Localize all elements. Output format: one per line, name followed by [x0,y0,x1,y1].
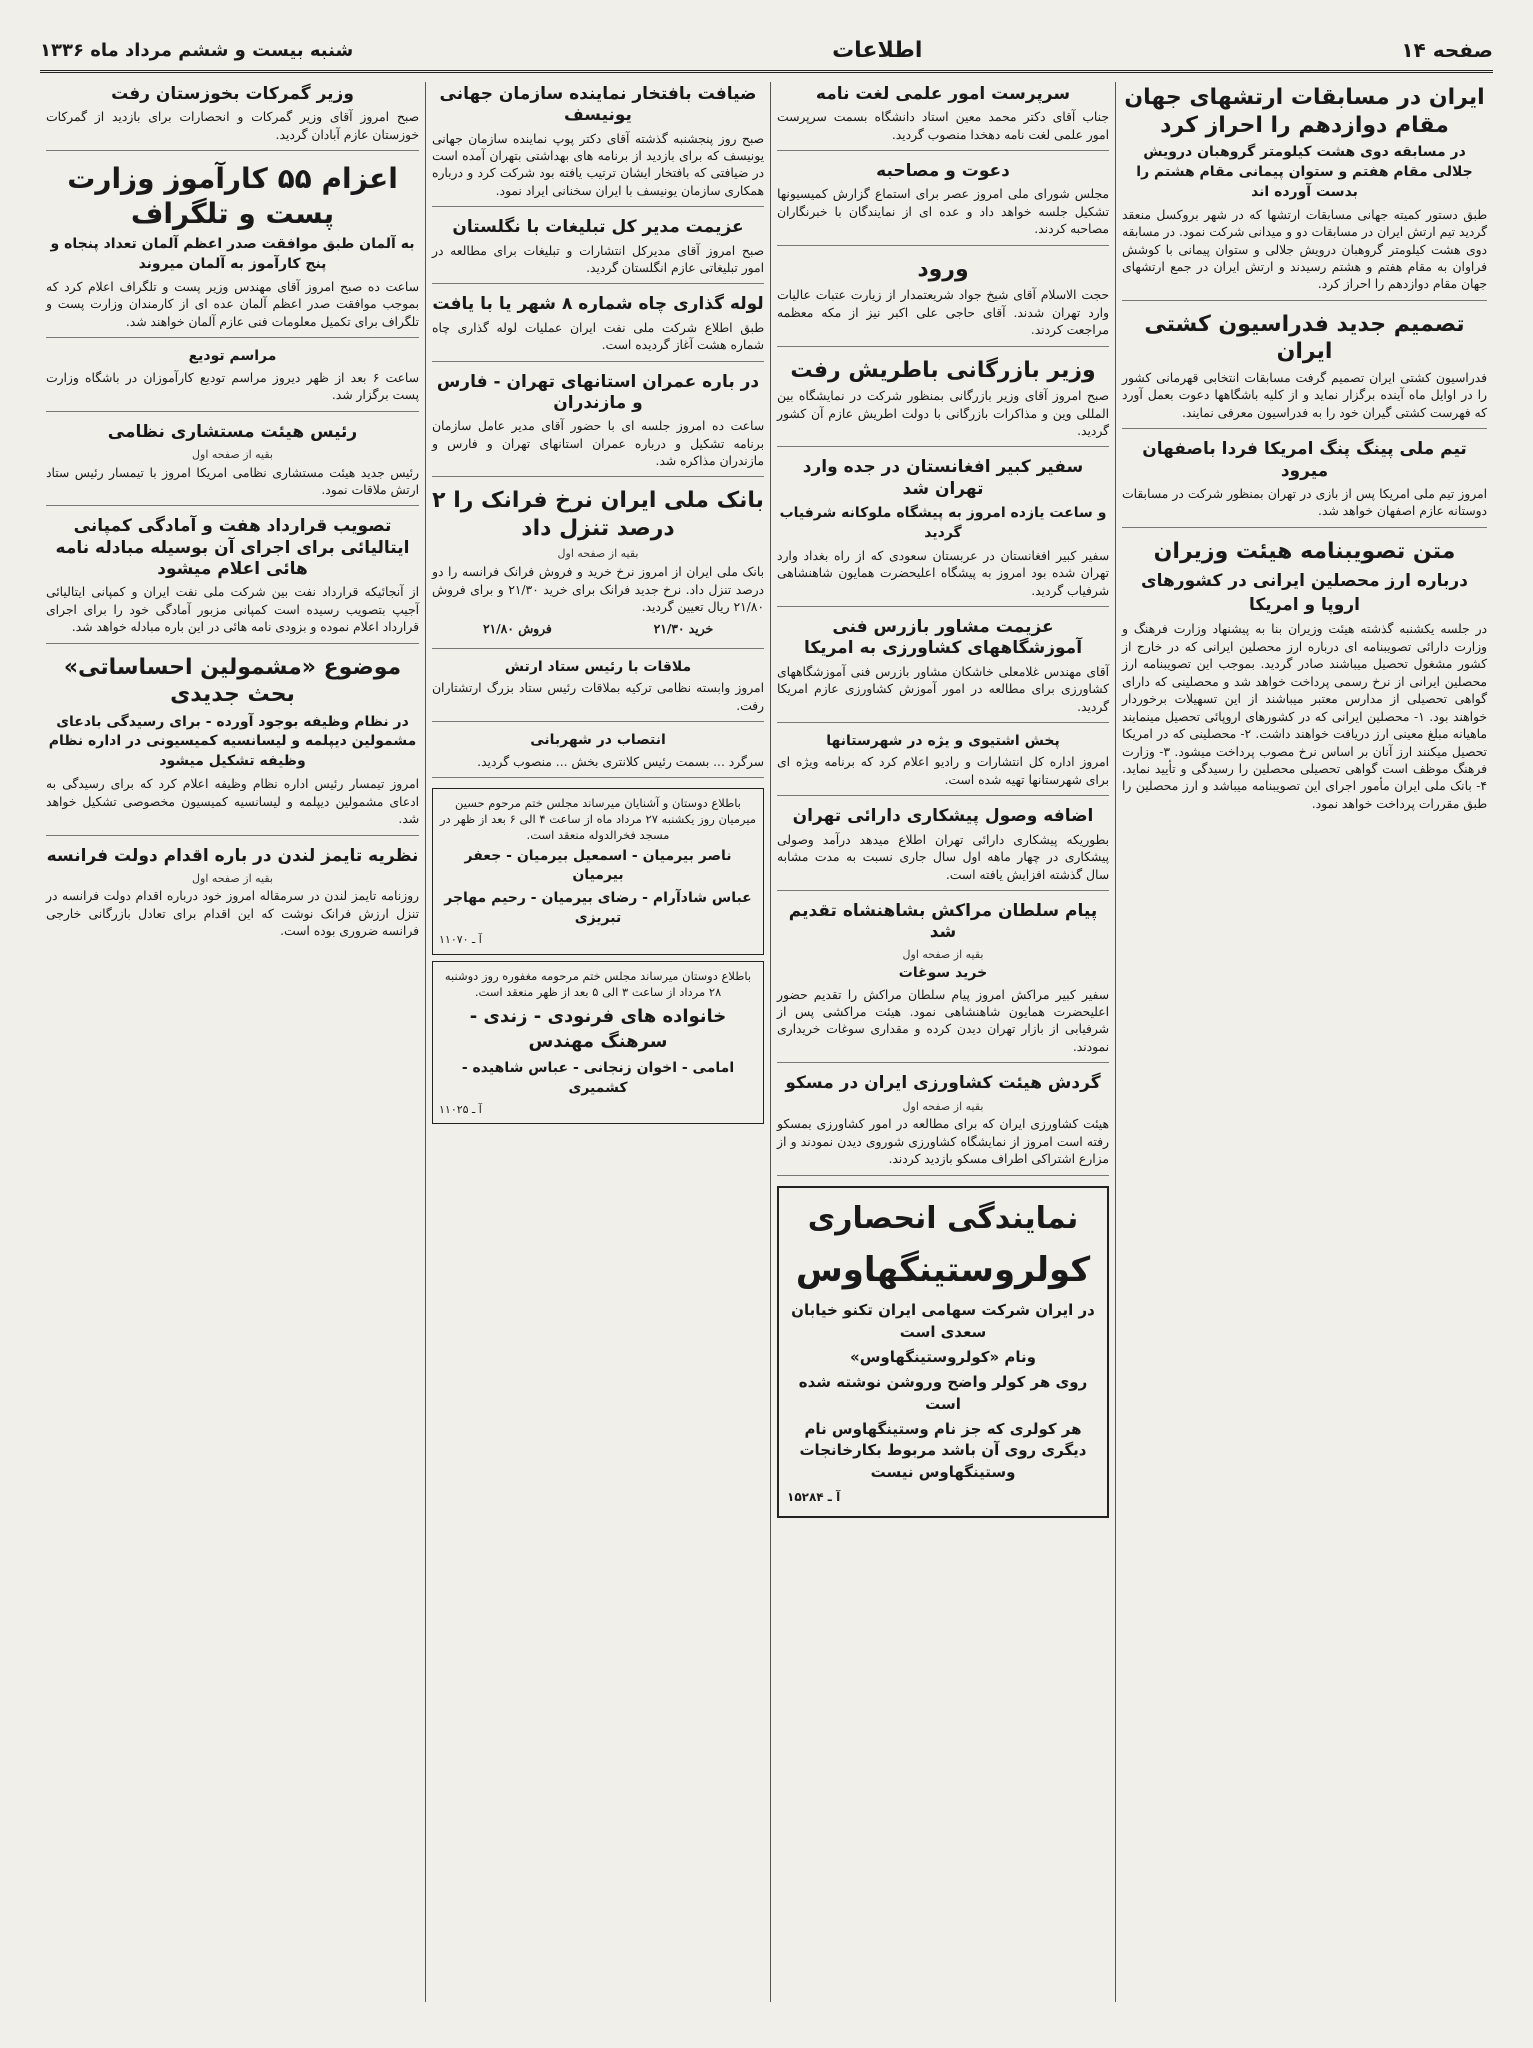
headline: متن تصویبنامه هیئت وزیران [1153,538,1456,564]
headline: وزیر بازرگانی باطریش رفت [790,357,1096,383]
newspaper-name: اطلاعات [832,37,923,63]
notice-names: عباس شادآرام - رضای بیرمیان - رحیم مهاجر تبریزی [444,890,752,927]
article-military-mission [46,422,419,507]
headline: پخش اشتیوی و یژه در شهرستانها [826,732,1060,749]
deck: به آلمان طبق موافقت صدر اعظم آلمان تعداد پنجاه و پنج کارآموز به آلمان میروند [50,236,415,273]
headline: ملاقات با رئیس ستاد ارتش [504,658,692,675]
body: فدراسیون کشتی ایران تصمیم گرفت مسابقات انتخابی قهرمانی کشور را در اوایل ماه آینده برگزار نماید و از کلیه باشگاهها دعوت بعمل آورد که فهرست کشتی گیران خود را به فدراسیون معرفی نمایند. [1122,370,1487,420]
body: آقای مهندس غلامعلی خاشکان مشاور بازرس فنی آموزشگاههای کشاورزی برای مطالعه در امور آموزش کشاورزی عازم امریکا گردید. [777,664,1109,714]
article-franc-rate [432,487,764,648]
headline: رئیس هیئت مستشاری نظامی [107,421,358,442]
headline: وزیر گمرکات بخوزستان رفت [111,84,354,104]
headline: سرپرست امور علمی لغت نامه [815,84,1071,104]
headline: در باره عمران استانهای تهران - فارس و مازندران [436,371,760,413]
continuation-note: بقیه از صفحه اول [902,948,984,962]
article-agri-inspector [777,617,1109,723]
ad-line: ونام «کولروستینگهاوس» [850,1348,1036,1367]
body: امروز تیمسار رئیس اداره نظام وظیفه اعلام کرد که برای رسیدگی به ادعای مشمولین دیپلمه و لیسانسیه کمیسیون مخصوصی تشکیل خواهد شد. [46,777,419,827]
article-provinces [432,372,764,478]
article-dehkhoda [777,84,1109,151]
continuation-note: بقیه از صفحه اول [557,547,639,561]
headline: مراسم تودیع [188,348,277,365]
body: صبح امروز آقای وزیر بازرگانی بمنظور شرکت در نمایشگاه بین المللی وین و مذاکرات بازرگانی با دولت اطریش عازم آن کشور گردید. [777,389,1109,439]
body: امروز اداره کل انتشارات و رادیو اعلام کرد که برنامه ویژه ای برای شهرستانها تهیه شده است. [777,755,1109,787]
headline: اضافه وصول پیشکاری دارائی تهران [792,806,1094,827]
body: ساعت ده امروز جلسه ای با حضور آقای مدیر عامل سازمان برنامه تشکیل و درباره عمران استانهای تهران و فارس و مازندران مذاکره شد. [432,419,764,469]
notice-code: آ ـ ۱۱۰۲۵ [439,1102,482,1116]
notice-title: خانواده های فرنودی - زندی - سرهنگ مهندس [469,1005,727,1053]
headline: اعزام ۵۵ کارآموز وزارت پست و تلگراف [67,162,398,231]
masthead [40,30,1493,73]
article-broadcast [777,733,1109,796]
continuation-note: بقیه از صفحه اول [902,1099,984,1113]
headline: عزیمت مدیر کل تبلیغات با نگلستان [452,217,744,238]
article-arrival [777,256,1109,347]
article-commerce-minister [777,357,1109,448]
article-army-chief-meeting [432,659,764,722]
body: سفیر کبیر مراکش امروز پیام سلطان مراکش را تقدیم حضور اعلیحضرت همایون شاهنشاهی نمود. هیئت مراکشی پس از شرفیابی از بازار تهران دیدن کرده و مقداری سوغات خریداری نمودند. [777,987,1109,1054]
column-2 [771,82,1115,2002]
notice-code: آ ـ ۱۱۰۷۰ [439,933,482,947]
deck: درباره ارز محصلین ایرانی در کشورهای اروپا و امریکا [1141,571,1468,616]
body: ساعت ۶ بعد از ظهر دیروز مراسم تودیع کارآموزان در باشگاه وزارت پست برگزار شد. [46,370,419,403]
headline: سفیر کبیر افغانستان در جده وارد تهران شد [802,457,1084,499]
article-invitation [777,161,1109,246]
deck: در نظام وظیفه بوجود آورده - برای رسیدگی بادعای مشمولین دیپلمه و لیسانسیه کمیسیونی در اداره نظام وظیفه تشکیل میشود [48,713,417,770]
headline: نظریه تایمز لندن در باره اقدام دولت فرانسه [46,845,419,866]
page-number: صفحه ۱۴ [1401,38,1493,62]
issue-date: شنبه بیست و ششم مرداد ماه ۱۳۳۶ [40,39,354,61]
article-police-appointment [432,732,764,778]
article-unicef [432,84,764,207]
headline: ورود [917,256,969,282]
obituary-notice [432,788,764,954]
article-army-competition [1122,84,1487,301]
headline: تصویب قرارداد هفت و آمادگی کمپانی ایتالیائی برای اجرای آن بوسیله مبادله نامه هائی اعلام میشود [55,516,410,579]
article-afghan-ambassador [777,457,1109,607]
article-italian-oil [46,516,419,643]
obituary-notice [432,961,764,1125]
body: مجلس شورای ملی امروز عصر برای استماع گزارش کمیسیونها تشکیل جلسه خواهد داد و عده ای از نمایندگان با خبرنگاران مصاحبه کردند. [777,187,1109,237]
continuation-note: بقیه از صفحه اول [192,447,273,461]
headline: لوله گذاری چاه شماره ۸ شهر یا با یافت [432,294,764,315]
westinghouse-ad [777,1186,1109,1518]
ad-title: نمایندگی انحصاری [807,1200,1079,1236]
ad-line: روی هر کولر واضح وروشن نوشته شده است [798,1373,1088,1413]
body: روزنامه تایمز لندن در سرمقاله امروز خود درباره اقدام دولت فرانسه در تنزل ارزش فرانک نوشت که این اقدام برای تعادل بازرگانی خارجی فرانسه ضروری بوده است. [46,889,419,939]
column-3 [426,82,770,2002]
article-moscow-agri [777,1073,1109,1175]
article-tax-collection [777,806,1109,891]
article-conscripts [46,654,419,836]
body: ساعت ده صبح امروز آقای مهندس وزیر پست و تلگراف اعلام کرد که بموجب موافقت صدر اعظم آلمان عده ای از کارمندان وزارت پست و تلگراف برای تکمیل معلومات فنی عازم آلمان خواهند شد. [46,279,419,329]
ad-line: هر کولری که جز نام وستینگهاوس نام دیگری روی آن باشد مربوط بکارخانجات وستینگهاوس نیست [799,1419,1087,1481]
body: بانک ملی ایران از امروز نرخ خرید و فروش فرانک فرانسه را دو درصد تنزل داد. نرخ جدید فرانک برای خرید ۲۱/۳۰ و برای فروش ۲۱/۸۰ ریال تعیین گردید. [432,565,765,614]
body: هیئت کشاورزی ایران که برای مطالعه در امور کشاورزی بمسکو رفته است امروز از نمایشگاه کشاورزی شوروی دیدن نمودند و از مزارع اشتراکی اطراف مسکو بازدید کردند. [777,1117,1109,1167]
headline: عزیمت مشاور بازرس فنی آموزشگاههای کشاورزی به امریکا [803,617,1083,659]
body: حجت الاسلام آقای شیخ جواد شریعتمدار از زیارت عتبات عالیات وارد تهران شدند. آقای حاجی علی اکبر نیز از مکه معظمه مراجعت کردند. [777,288,1109,338]
article-times-france [46,846,419,947]
headline: انتصاب در شهربانی [530,732,666,749]
article-wrestling-federation [1122,311,1487,429]
continuation-note: بقیه از صفحه اول [192,871,273,885]
notice-names: ناصر بیرمیان - اسمعیل بیرمیان - جعفر بیرمیان [464,847,732,884]
body: صبح امروز آقای مدیرکل انتشارات و تبلیغات برای مطالعه در امور تبلیغاتی عازم انگلستان گردید. [432,243,764,276]
headline: بانک ملی ایران نرخ فرانک را ۲ درصد تنزل داد [432,488,764,541]
headline: تیم ملی پینگ پنگ امریکا فردا باصفهان میرود [1142,439,1467,481]
body: در جلسه یکشنبه گذشته هیئت وزیران بنا به پیشنهاد وزارت فرهنگ و وزارت دارائی تصویبنامه ای درباره ارز محصلین ایرانی که در خارج از کشور مشغول تحصیل میباشند صادر گردید. بموجب این تصویبنامه ارز محصلین ایرانی از نرخ رسمی پرداخت خواهد شد و محصلینی که دارای گواهی تحصیلی از مدارس معتبر میباشند از این تسهیلات برخوردار خواهند بود. ۱- محصلین ایرانی که در کشورهای اروپائی تحصیل مینمایند ماهیانه مبلغ معینی ارز دریافت خواهند داشت. ۲- محصلینی که در امریکا تحصیل میکنند ارز آنان بر اساس نرخ مصوب پرداخت میشود. ۳- وزارت فرهنگ موظف است گواهی تحصیلی محصلین را رسیدگی و تأیید نماید. ۴- بانک ملی ایران مأمور اجرای این تصویبنامه میباشد و ارز محصلین را طبق مقررات پرداخت خواهد نمود. [1122,622,1488,811]
headline: دعوت و مصاحبه [876,161,1010,182]
notice-text: باطلاع دوستان میرساند مجلس ختم مرحومه مغفوره روز دوشنبه ۲۸ مرداد از ساعت ۳ الی ۵ بعد از ظهر منعقد است. [444,968,752,999]
rate-table [432,620,764,637]
body: طبق دستور کمیته جهانی مسابقات ارتشها که در شهر بروکسل منعقد گردید تیم ارتش ایران در مسابقات دو و میدانی شرکت نمود. در مسابقه دوی هشت کیلومتر گروهبان درویش جلالی و ستوان پیمانی با کوشش فراوان به مقام هفتم و هشتم رسیدند و ارتش ایران در جمع ارتشهای جهان مقام دوازدهم را احراز کرد. [1122,207,1487,292]
article-cabinet-decree [1122,538,1487,820]
buy-rate: خرید ۲۱/۳۰ [653,621,714,637]
article-well-piping [432,294,764,361]
body: سفیر کبیر افغانستان در عربستان سعودی که از راه بغداد وارد تهران شده بود امروز به پیشگاه اعلیحضرت همایون شاهنشاهی شرفیاب گردید. [777,548,1109,598]
subheadline: خرید سوغات [898,965,988,982]
deck: و ساعت یازده امروز به پیشگاه ملوکانه شرفیاب گردید [779,504,1107,541]
column-4 [40,82,425,2002]
article-pingpong [1122,439,1487,527]
headline: پیام سلطان مراکش بشاهنشاه تقدیم شد [788,900,1098,943]
ad-brand: کولروستینگهاوس [795,1250,1091,1291]
article-post-trainees [46,161,419,338]
body: بطوریکه پیشکاری دارائی تهران اطلاع میدهد درآمد وصولی پیشکاری در چهار ماهه اول سال جاری نسبت به مدت مشابه سال گذشته افزایش یافته است. [777,832,1109,882]
article-morocco-message [777,901,1109,1063]
body: صبح امروز آقای وزیر گمرکات و انحصارات برای بازدید از گمرکات خوزستان عازم آبادان گردید. [46,110,419,142]
article-farewell [46,348,419,411]
body: رئیس جدید هیئت مستشاری نظامی امریکا امروز با تیمسار رئیس ستاد ارتش ملاقات نمود. [46,465,419,497]
headline: موضوع «مشمولین احساساتی» بحث جدیدی [63,654,402,708]
notice-names: امامی - اخوان زنجانی - عباس شاهیده - کشمیری [461,1059,735,1096]
headline: گردش هیئت کشاورزی ایران در مسکو [785,1073,1101,1094]
body: صبح روز پنجشنبه گذشته آقای دکتر پوپ نماینده سازمان جهانی یونیسف که برای بازدید از برنامه های بهداشتی بتهران آمده است در ضیافتی که بافتخار ایشان ترتیب یافته بود شرکت کرد و درباره همکاری سازمان یونیسف با ایران سخنانی ایراد نمود. [432,131,764,198]
body: طبق اطلاع شرکت ملی نفت ایران عملیات لوله گذاری چاه شماره هشت آغاز گردیده است. [432,320,764,353]
article-propaganda-director [432,217,764,284]
body: جناب آقای دکتر محمد معین استاد دانشگاه بسمت سرپرست امور علمی لغت نامه دهخدا منصوب گردید. [777,110,1109,142]
body: از آنجائیکه قرارداد نفت بین شرکت ملی نفت ایران و کمپانی ایتالیائی آجیپ بتصویب رسیده است کمپانی مزبور آمادگی خود را برای اجرای قرارداد اعلام نموده و بزودی نامه هائی در این باره مبادله خواهد شد. [46,585,419,635]
sell-rate: فروش ۲۱/۸۰ [482,621,552,637]
body: سرگرد ... بسمت رئیس کلانتری بخش ... منصوب گردید. [477,754,764,769]
headline: ایران در مسابقات ارتشهای جهان مقام دوازدهم را احراز کرد [1124,85,1485,138]
headline: ضیافت بافتخار نماینده سازمان جهانی یونیسف [439,84,757,126]
ad-line: در ایران شرکت سهامی ایران تکنو خیابان سعدی است [791,1301,1095,1341]
notice-text: باطلاع دوستان و آشنایان میرساند مجلس ختم مرحوم حسین میرمیان روز یکشنبه ۲۷ مرداد ماه از ساعت ۴ الی ۶ بعد از ظهر در مسجد فخرالدوله منعقد است. [439,796,757,843]
ad-code: آ ـ ۱۵۲۸۴ [787,1489,841,1504]
article-customs-minister [46,84,419,151]
body: امروز وابسته نظامی ترکیه بملاقات رئیس ستاد بزرگ ارتشتاران رفت. [432,681,764,713]
body: امروز تیم ملی امریکا پس از بازی در تهران بمنظور شرکت در مسابقات دوستانه عازم اصفهان خواهد شد. [1122,486,1487,519]
column-1 [1116,82,1493,2002]
deck: در مسابقه دوی هشت کیلومتر گروهبان درویش جلالی مقام هفتم و ستوان پیمانی مقام هشتم را بدست آورده اند [1136,144,1473,200]
headline: تصمیم جدید فدراسیون کشتی ایران [1144,311,1465,365]
